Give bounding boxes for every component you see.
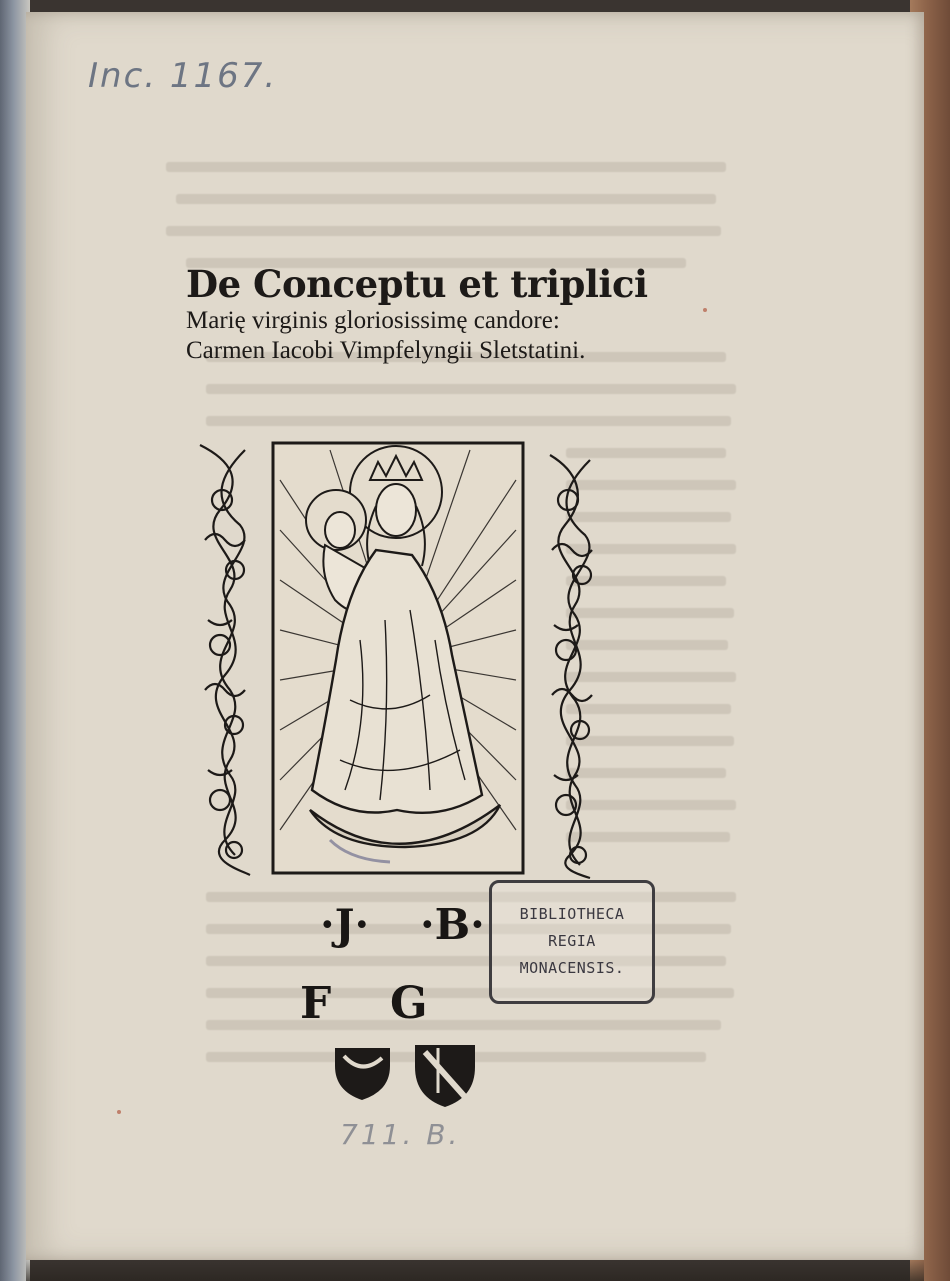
woodcut-illustration bbox=[190, 440, 610, 885]
shelfmark: Inc. 1167. bbox=[88, 56, 278, 96]
title-block bbox=[186, 262, 648, 366]
page-bottom-shadow bbox=[26, 1259, 924, 1281]
stamp-line-1: BIBLIOTHECA bbox=[519, 905, 625, 923]
title-line-2: Marię virginis gloriosissimę candore: bbox=[186, 307, 560, 334]
initial-f: F bbox=[300, 978, 332, 1029]
red-speck bbox=[703, 308, 707, 312]
initial-g: G bbox=[390, 978, 428, 1029]
initial-b: ·B· bbox=[420, 900, 485, 949]
stamp-line-3: MONACENSIS. bbox=[519, 959, 625, 977]
pencil-call-number: 711. B. bbox=[340, 1118, 461, 1151]
title-line-1: De Conceptu et triplici bbox=[186, 262, 648, 306]
left-ornament-border bbox=[200, 445, 250, 875]
coat-of-arms-shields-icon bbox=[330, 1040, 500, 1110]
title-line-3: Carmen Iacobi Vimpfelyngii Sletstatini. bbox=[186, 337, 586, 364]
madonna-woodcut-icon bbox=[190, 440, 610, 880]
library-stamp bbox=[489, 880, 655, 1004]
stamp-line-2: REGIA bbox=[548, 932, 596, 950]
madonna-panel bbox=[273, 443, 523, 873]
right-ornament-border bbox=[550, 455, 592, 878]
red-speck bbox=[117, 1110, 121, 1114]
initial-j: ·J· bbox=[320, 900, 370, 949]
